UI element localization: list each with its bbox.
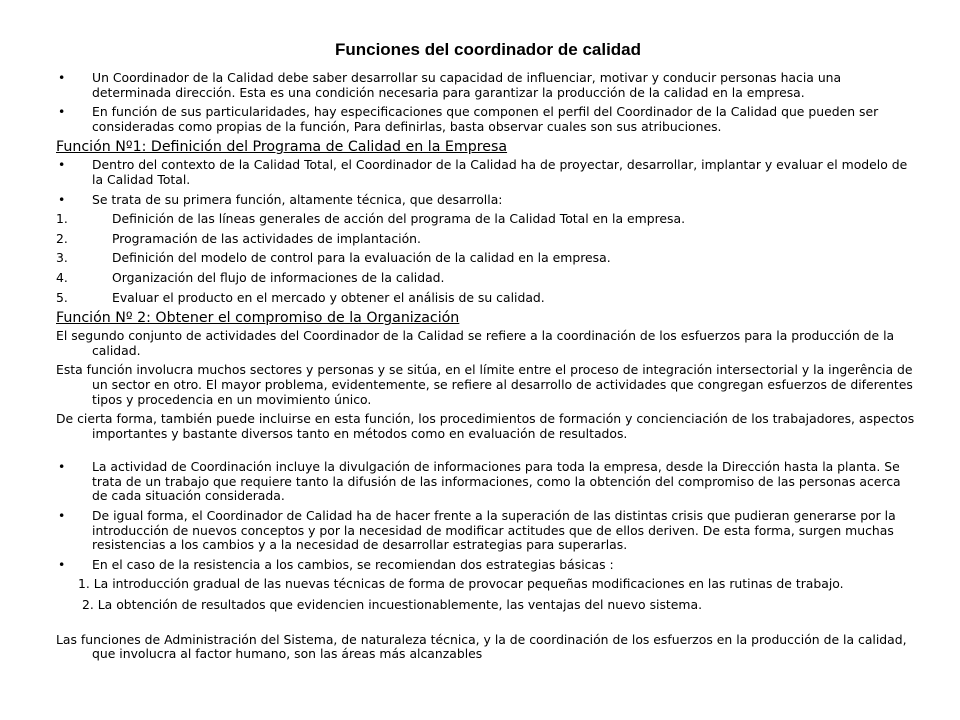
funcion2-paragraph: El segundo conjunto de actividades del Coordinador de la Calidad se refiere a la coordinación de los esfuerzos para la producción de la calidad. bbox=[56, 328, 895, 358]
strategy-item: 1. La introducción gradual de las nuevas técnicas de forma de provocar pequeñas modificaciones en las rutinas de trabajo. bbox=[78, 576, 844, 592]
item-number: 1. bbox=[56, 211, 68, 227]
item-number: 4. bbox=[56, 269, 68, 285]
spacer bbox=[56, 619, 920, 633]
funcion2-heading: Función Nº 2: Obtener el compromiso de la Organización bbox=[56, 310, 460, 327]
item-number: 3. bbox=[56, 250, 68, 266]
closing-paragraph: Las funciones de Administración del Sistema, de naturaleza técnica, y la de coordinación de los esfuerzos en la producción de la calidad, que involucra al factor humano, son las áreas más alcanzables bbox=[56, 631, 907, 662]
item-text: Programación de las actividades de implantación. bbox=[112, 230, 421, 246]
funcion1-item bbox=[56, 232, 920, 247]
item-number: 2. bbox=[56, 230, 68, 246]
funcion1-bullet: • Se trata de su primera función, altamente técnica, que desarrolla: bbox=[56, 193, 920, 208]
funcion1-bullet: • Dentro del contexto de la Calidad Total, el Coordinador de la Calidad ha de proyectar, desarrollar, implantar y evaluar el modelo de la Calidad Total. bbox=[56, 158, 920, 187]
funcion2-bullet: • En el caso de la resistencia a los cambios, se recomiendan dos estrategias básicas : bbox=[56, 558, 920, 573]
item-text: Definición de las líneas generales de acción del programa de la Calidad Total en la empresa. bbox=[112, 211, 686, 227]
funcion2-bullet: • La actividad de Coordinación incluye la divulgación de informaciones para toda la empresa, desde la Dirección hasta la planta. Se trata de un trabajo que requiere tanto la difusión de las informaciones, como la obtención del compromiso de las personas acerca de cada situación considerada. bbox=[56, 460, 920, 504]
funcion2-paragraph: Esta función involucra muchos sectores y personas y se sitúa, en el límite entre el proceso de integración intersectorial y la ingerência de un sector en otro. El mayor problema, evidentemente, se refiere al desarrollo de actividades que congregan esfuerzos de diferentes tipos y procedencia en un movimiento único. bbox=[56, 362, 913, 407]
intro-bullet: • En función de sus particularidades, hay especificaciones que componen el perfil del Coordinador de la Calidad que pueden ser consideradas como propias de la función, Para definirlas, basta observar cuales son sus atribuciones. bbox=[56, 105, 920, 134]
intro-bullet: • Un Coordinador de la Calidad debe saber desarrollar su capacidad de influenciar, motivar y conducir personas hacia una determinada dirección. Esta es una condición necesaria para garantizar la producción de la calidad en la empresa. bbox=[56, 71, 920, 100]
strategy-item: 2. La obtención de resultados que evidencien incuestionablemente, las ventajas del nuevo sistema. bbox=[82, 597, 703, 613]
funcion2-bullet: • De igual forma, el Coordinador de Calidad ha de hacer frente a la superación de las distintas crisis que pudieran generarse por la introducción de nuevos conceptos y por la necesidad de modificar actitudes que de ellos deriven. De esta forma, surgen muchas resistencias a los cambios y a la necesidad de desarrollar estrategias para superarlas. bbox=[56, 509, 920, 553]
item-text: Evaluar el producto en el mercado y obtener el análisis de su calidad. bbox=[112, 289, 545, 305]
item-text: Organización del flujo de informaciones de la calidad. bbox=[112, 269, 445, 285]
funcion1-item bbox=[56, 212, 920, 227]
slide-title: Funciones del coordinador de calidad bbox=[334, 40, 642, 59]
funcion1-item bbox=[56, 251, 920, 266]
funcion1-item bbox=[56, 291, 920, 306]
item-number: 5. bbox=[56, 289, 68, 305]
funcion1-item bbox=[56, 271, 920, 286]
funcion1-heading: Función Nº1: Definición del Programa de Calidad en la Empresa bbox=[56, 139, 508, 156]
spacer bbox=[56, 446, 920, 460]
item-text: Definición del modelo de control para la evaluación de la calidad en la empresa. bbox=[112, 250, 611, 266]
funcion2-paragraph: De cierta forma, también puede incluirse en esta función, los procedimientos de formación y concienciación de los trabajadores, aspectos importantes y bastante diversos tanto en métodos como en evaluación de resultados. bbox=[56, 411, 915, 441]
slide-body bbox=[56, 71, 920, 662]
